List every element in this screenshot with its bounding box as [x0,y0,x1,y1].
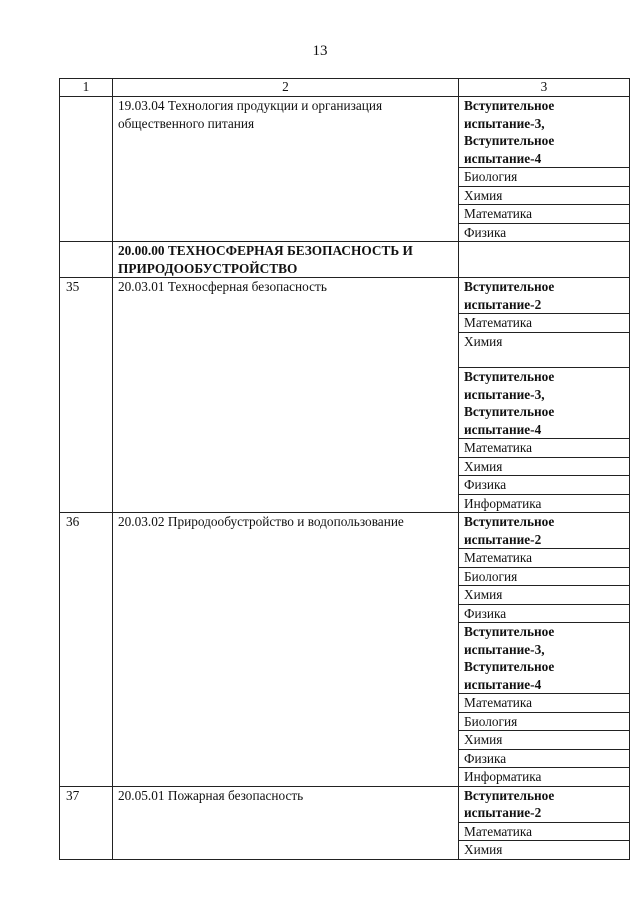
exam-text: Информатика [464,495,542,511]
row-number: 35 [60,278,113,513]
exam-subject [459,549,629,568]
exam-text: Химия [464,842,503,857]
exam-text: Математика [464,695,533,710]
exam-subject [459,731,629,750]
exam-text: Физика [464,477,507,492]
exam-subject [459,495,629,513]
table-row [60,786,630,859]
exam-text: Математика [464,440,533,455]
table-row [60,513,630,787]
exam-text: Математика [464,206,533,221]
exam-subject [459,568,629,587]
exam-subject [459,841,629,859]
exam-group-label [459,513,629,549]
exam-subject [459,314,629,333]
exam-subject [459,187,629,206]
exam-stack [464,278,624,512]
exam-subject [459,586,629,605]
exam-list [459,278,630,513]
row-number: 36 [60,513,113,787]
exam-text: Биология [464,568,518,584]
exam-subject [459,605,629,624]
exam-text: Физика [464,224,507,240]
exam-stack [464,787,624,859]
exam-subject [459,823,629,842]
exam-subject [459,458,629,477]
header-col-1: 1 [60,79,113,97]
page-number: 13 [312,43,328,59]
exam-text: Химия [464,187,503,203]
header-col-3: 3 [459,79,630,97]
admission-table [59,78,630,860]
exam-text: Математика [464,550,533,565]
exam-text: Химия [464,732,503,747]
exam-text: Химия [464,333,503,349]
exam-text: Физика [464,605,507,621]
exam-group-label [459,278,629,314]
exam-group-label [459,368,629,439]
exam-list [459,97,630,242]
exam-group-label [459,787,629,823]
program-name: 20.03.01 Техносферная безопасность [113,278,459,513]
exam-stack [464,513,624,786]
program-name: 20.05.01 Пожарная безопасность [113,786,459,859]
exam-text: Математика [464,823,533,839]
row-number: 37 [60,786,113,859]
exam-text: Вступительное испытание-3, Вступительное испытание-4 [464,369,555,437]
section-title: 20.00.00 ТЕХНОСФЕРНАЯ БЕЗОПАСНОСТЬ И ПРИРОДООБУСТРОЙСТВО [113,242,459,278]
exam-text: Химия [464,587,503,602]
exam-text: Вступительное испытание-2 [464,787,555,820]
exam-subject [459,713,629,732]
table-header-row [60,79,630,97]
exam-text: Математика [464,315,533,330]
table-body [60,79,630,860]
exam-text: Вступительное испытание-3, Вступительное испытание-4 [464,624,555,692]
exam-text: Вступительное испытание-2 [464,279,555,312]
row-number [60,97,113,242]
exam-subject [459,333,629,369]
section-row [60,242,630,278]
header-col-2: 2 [113,79,459,97]
exam-subject [459,224,629,242]
program-name: 19.03.04 Технология продукции и организация общественного питания [113,97,459,242]
exam-group-label [459,97,629,168]
blank-line [464,350,624,367]
exam-text: Химия [464,458,503,474]
section-exam-cell [459,242,630,278]
exam-subject [459,205,629,224]
table-row [60,278,630,513]
exam-subject [459,168,629,187]
exam-text: Вступительное испытание-2 [464,514,555,547]
exam-subject [459,694,629,713]
exam-list [459,513,630,787]
exam-text: Физика [464,750,507,766]
exam-text: Биология [464,169,518,184]
exam-list [459,786,630,859]
exam-subject [459,768,629,786]
exam-subject [459,750,629,769]
exam-stack [464,97,624,241]
program-name: 20.03.02 Природообустройство и водопользование [113,513,459,787]
exam-subject [459,476,629,495]
table-row [60,97,630,242]
exam-text: Информатика [464,769,542,784]
exam-text: Вступительное испытание-3, Вступительное испытание-4 [464,98,555,166]
exam-group-label [459,623,629,694]
section-num-cell [60,242,113,278]
exam-subject [459,439,629,458]
exam-text: Биология [464,713,518,729]
